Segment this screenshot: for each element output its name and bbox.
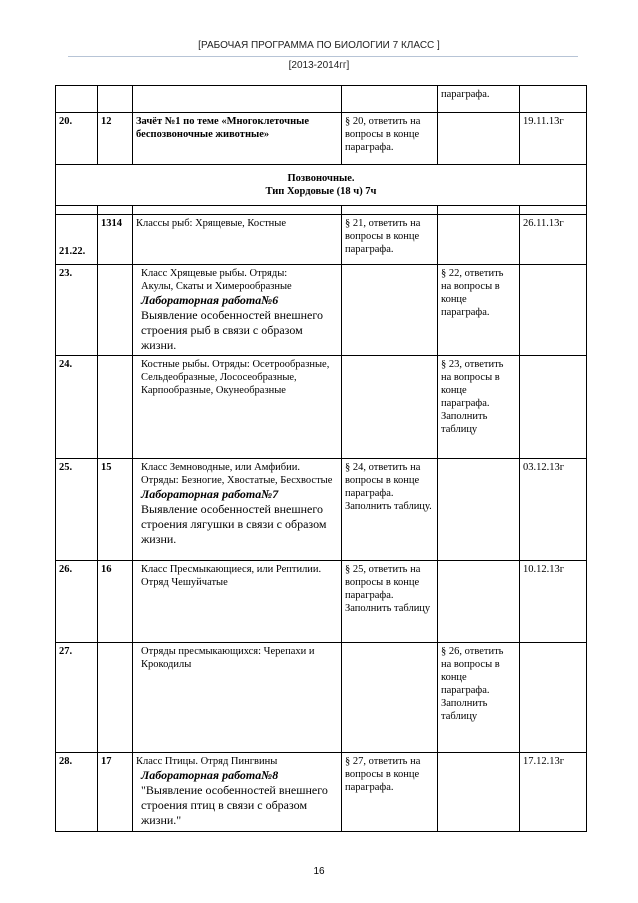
table-row [56,561,587,643]
homework-cell: § 22, ответить на вопросы в конце параграфа. [438,265,520,356]
homework-cell: § 24, ответить на вопросы в конце параграфа. Заполнить таблицу. [342,459,438,561]
lab-work-title: Лабораторная работа№7 [141,487,279,501]
homework-cell: § 20, ответить на вопросы в конце параграфа. [342,113,438,165]
table-row [56,215,587,265]
table-row [56,206,587,215]
lesson-number: 25. [56,459,98,561]
table-row [56,356,587,459]
topic-line: Класс Земноводные, или Амфибии. Отряды: Безногие, Хвостатые, Бесхвостые [141,462,333,486]
lesson-date: 17.12.13г [520,753,587,832]
lesson-index: 17 [98,753,133,832]
lesson-date: 26.11.13г [520,215,587,265]
document-header-title: [РАБОЧАЯ ПРОГРАММА ПО БИОЛОГИИ 7 КЛАСС ] [198,40,440,51]
lesson-index: 15 [98,459,133,561]
lesson-number: 24. [56,356,98,459]
topic-line: Класс Хрящевые рыбы. Отряды: [141,268,288,279]
table-row [56,86,587,113]
lesson-topic [133,265,342,356]
homework-cell: § 27, ответить на вопросы в конце параграфа. [342,753,438,832]
lesson-index: 1314 [98,215,133,265]
table-row [56,459,587,561]
lesson-plan-table [55,85,587,832]
lab-work-title: Лабораторная работа№8 [141,768,279,782]
homework-cell: § 21, ответить на вопросы в конце параграфа. [342,215,438,265]
lesson-number: 28. [56,753,98,832]
table-row [56,113,587,165]
lab-work-title: Лабораторная работа№6 [141,293,279,307]
lesson-topic: Отряды пресмыкающихся: Черепахи и Крокодилы [133,643,342,753]
lesson-number: 21.22. [56,215,98,265]
homework-cell: § 25, ответить на вопросы в конце параграфа. Заполнить таблицу [342,561,438,643]
lab-work-description: "Выявление особенностей внешнего строения птиц в связи с образом жизни." [141,783,328,827]
homework-cell: § 26, ответить на вопросы в конце параграфа. Заполнить таблицу [438,643,520,753]
page-number: 16 [313,866,325,877]
lesson-index: 16 [98,561,133,643]
lesson-index: 12 [98,113,133,165]
table-row [56,753,587,832]
lesson-number: 26. [56,561,98,643]
lesson-number: 27. [56,643,98,753]
lab-work-description: Выявление особенностей внешнего строения лягушки в связи с образом жизни. [141,502,327,546]
section-title: Позвоночные. [287,173,355,184]
document-header-years: [2013-2014гг] [288,60,350,71]
table-row [56,643,587,753]
lesson-topic: Класс Пресмыкающиеся, или Рептилии. Отряд Чешуйчатые [133,561,342,643]
lesson-number: 20. [56,113,98,165]
topic-line: Акулы, Скаты и Химерообразные [141,281,292,292]
section-subtitle: Тип Хордовые (18 ч) 7ч [265,186,377,197]
lesson-topic: Классы рыб: Хрящевые, Костные [133,215,342,265]
section-heading [56,165,587,206]
lesson-topic [133,459,342,561]
lesson-topic: Костные рыбы. Отряды: Осетрообразные, Сельдеобразные, Лососеобразные, Карпообразные, Окунеобразные [133,356,342,459]
lesson-date: 19.11.13г [520,113,587,165]
lesson-date: 03.12.13г [520,459,587,561]
section-row [56,165,587,206]
topic-line: Класс Птицы. Отряд Пингвины [136,756,278,767]
lesson-topic [133,753,342,832]
homework-cell: параграфа. [438,86,520,113]
header-rule [68,56,578,57]
table-row [56,265,587,356]
lesson-date: 10.12.13г [520,561,587,643]
lab-work-description: Выявление особенностей внешнего строения рыб в связи с образом жизни. [141,308,323,352]
homework-cell: § 23, ответить на вопросы в конце параграфа. Заполнить таблицу [438,356,520,459]
lesson-number: 23. [56,265,98,356]
lesson-topic: Зачёт №1 по теме «Многоклеточные беспозвоночные животные» [133,113,342,165]
